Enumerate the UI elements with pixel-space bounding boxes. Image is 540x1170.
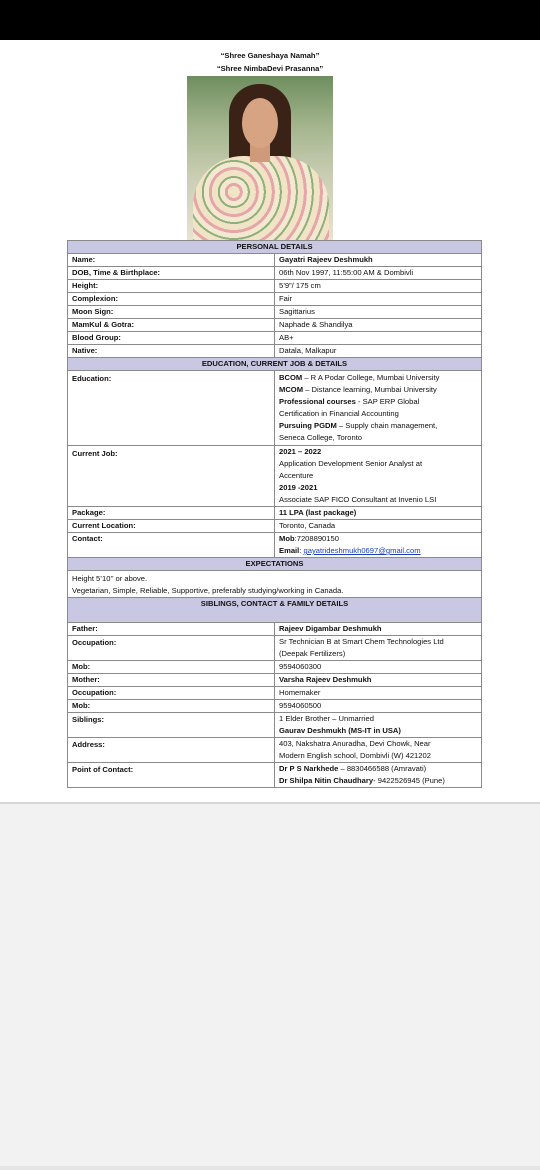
table-row: Height: 5’9”/ 175 cm <box>68 280 482 293</box>
siblings-value: 1 Elder Brother – Unmarried Gaurav Deshmukh (MS-IT in USA) <box>275 713 482 738</box>
expectations-text: Height 5’10’’ or above. Vegetarian, Simple, Reliable, Supportive, preferably studying/working in Canada. <box>68 571 482 598</box>
section-education-job: EDUCATION, CURRENT JOB & DETAILS <box>68 358 482 371</box>
height-value: 5’9”/ 175 cm <box>275 280 482 293</box>
section-personal-details: PERSONAL DETAILS <box>68 241 482 254</box>
table-row: Siblings: 1 Elder Brother – Unmarried Gaurav Deshmukh (MS-IT in USA) <box>68 713 482 738</box>
mother-occupation-value: Homemaker <box>275 687 482 700</box>
location-value: Toronto, Canada <box>275 520 482 533</box>
table-row: Mob: 9594060300 <box>68 661 482 674</box>
table-row: Address: 403, Nakshatra Anuradha, Devi Chowk, Near Modern English school, Dombivli (W) 421202 <box>68 738 482 763</box>
address-value: 403, Nakshatra Anuradha, Devi Chowk, Near Modern English school, Dombivli (W) 421202 <box>275 738 482 763</box>
table-row: Occupation: Homemaker <box>68 687 482 700</box>
status-bar <box>0 0 540 40</box>
name-value: Gayatri Rajeev Deshmukh <box>275 254 482 267</box>
invocation-line-2: “Shree NimbaDevi Prasanna” <box>216 64 324 73</box>
mother-value: Varsha Rajeev Deshmukh <box>275 674 482 687</box>
table-row: DOB, Time & Birthplace: 06th Nov 1997, 11:55:00 AM & Dombivli <box>68 267 482 280</box>
current-job-value: 2021 – 2022 Application Development Senior Analyst at Accenture 2019 -2021 Associate SAP FICO Consultant at Invenio LSI <box>275 446 482 507</box>
education-value: BCOM – R A Podar College, Mumbai University MCOM – Distance learning, Mumbai University Professional courses - SAP ERP Global Certification in Financial Accounting Pursuing PGDM – Supply chain management, Seneca College, Toronto <box>275 371 482 446</box>
dob-value: 06th Nov 1997, 11:55:00 AM & Dombivli <box>275 267 482 280</box>
package-value: 11 LPA (last package) <box>275 507 482 520</box>
native-value: Datala, Malkapur <box>275 345 482 358</box>
table-row: Blood Group: AB+ <box>68 332 482 345</box>
mother-mobile-value: 9594060500 <box>275 700 482 713</box>
table-row: Father: Rajeev Digambar Deshmukh <box>68 623 482 636</box>
table-row: MamKul & Gotra: Naphade & Shandilya <box>68 319 482 332</box>
father-occupation-value: Sr Technician B at Smart Chem Technologies Ltd (Deepak Fertilizers) <box>275 636 482 661</box>
page-divider <box>0 802 540 804</box>
table-row: Contact: Mob:7208890150 Email: gayatrideshmukh0697@gmail.com <box>68 533 482 558</box>
table-row: Education: BCOM – R A Podar College, Mumbai University MCOM – Distance learning, Mumbai University Professional courses - SAP ERP Global Certification in Financial Accounting Pursuing PGDM – Supply chain management, Seneca College, Toronto <box>68 371 482 446</box>
table-row: Package: 11 LPA (last package) <box>68 507 482 520</box>
table-row: Moon Sign: Sagittarius <box>68 306 482 319</box>
moon-sign-value: Sagittarius <box>275 306 482 319</box>
table-row: Current Job: 2021 – 2022 Application Development Senior Analyst at Accenture 2019 -2021 Associate SAP FICO Consultant at Invenio LSI <box>68 446 482 507</box>
table-row: Mob: 9594060500 <box>68 700 482 713</box>
table-row: Native: Datala, Malkapur <box>68 345 482 358</box>
section-expectations: EXPECTATIONS <box>68 558 482 571</box>
complexion-value: Fair <box>275 293 482 306</box>
contact-value: Mob:7208890150 Email: gayatrideshmukh0697@gmail.com <box>275 533 482 558</box>
biodata-table <box>67 240 482 788</box>
email-link[interactable]: gayatrideshmukh0697@gmail.com <box>303 546 421 555</box>
table-row: Point of Contact: Dr P S Narkhede – 8830466588 (Amravati) Dr Shilpa Nitin Chaudhary- 9422526945 (Pune) <box>68 763 482 788</box>
father-value: Rajeev Digambar Deshmukh <box>275 623 482 636</box>
table-row: Name: Gayatri Rajeev Deshmukh <box>68 254 482 267</box>
table-row: Complexion: Fair <box>68 293 482 306</box>
father-mobile-value: 9594060300 <box>275 661 482 674</box>
table-row: Occupation: Sr Technician B at Smart Chem Technologies Ltd (Deepak Fertilizers) <box>68 636 482 661</box>
invocation-line-1: “Shree Ganeshaya Namah” <box>220 51 320 60</box>
contact-phone: :7208890150 <box>294 534 339 543</box>
bottom-edge <box>0 1166 540 1170</box>
blood-group-value: AB+ <box>275 332 482 345</box>
table-row <box>68 571 482 598</box>
section-siblings-family: SIBLINGS, CONTACT & FAMILY DETAILS <box>68 598 482 623</box>
table-row: Mother: Varsha Rajeev Deshmukh <box>68 674 482 687</box>
mamkul-value: Naphade & Shandilya <box>275 319 482 332</box>
profile-photo <box>187 76 333 240</box>
point-of-contact-value: Dr P S Narkhede – 8830466588 (Amravati) Dr Shilpa Nitin Chaudhary- 9422526945 (Pune) <box>275 763 482 788</box>
table-row: Current Location: Toronto, Canada <box>68 520 482 533</box>
